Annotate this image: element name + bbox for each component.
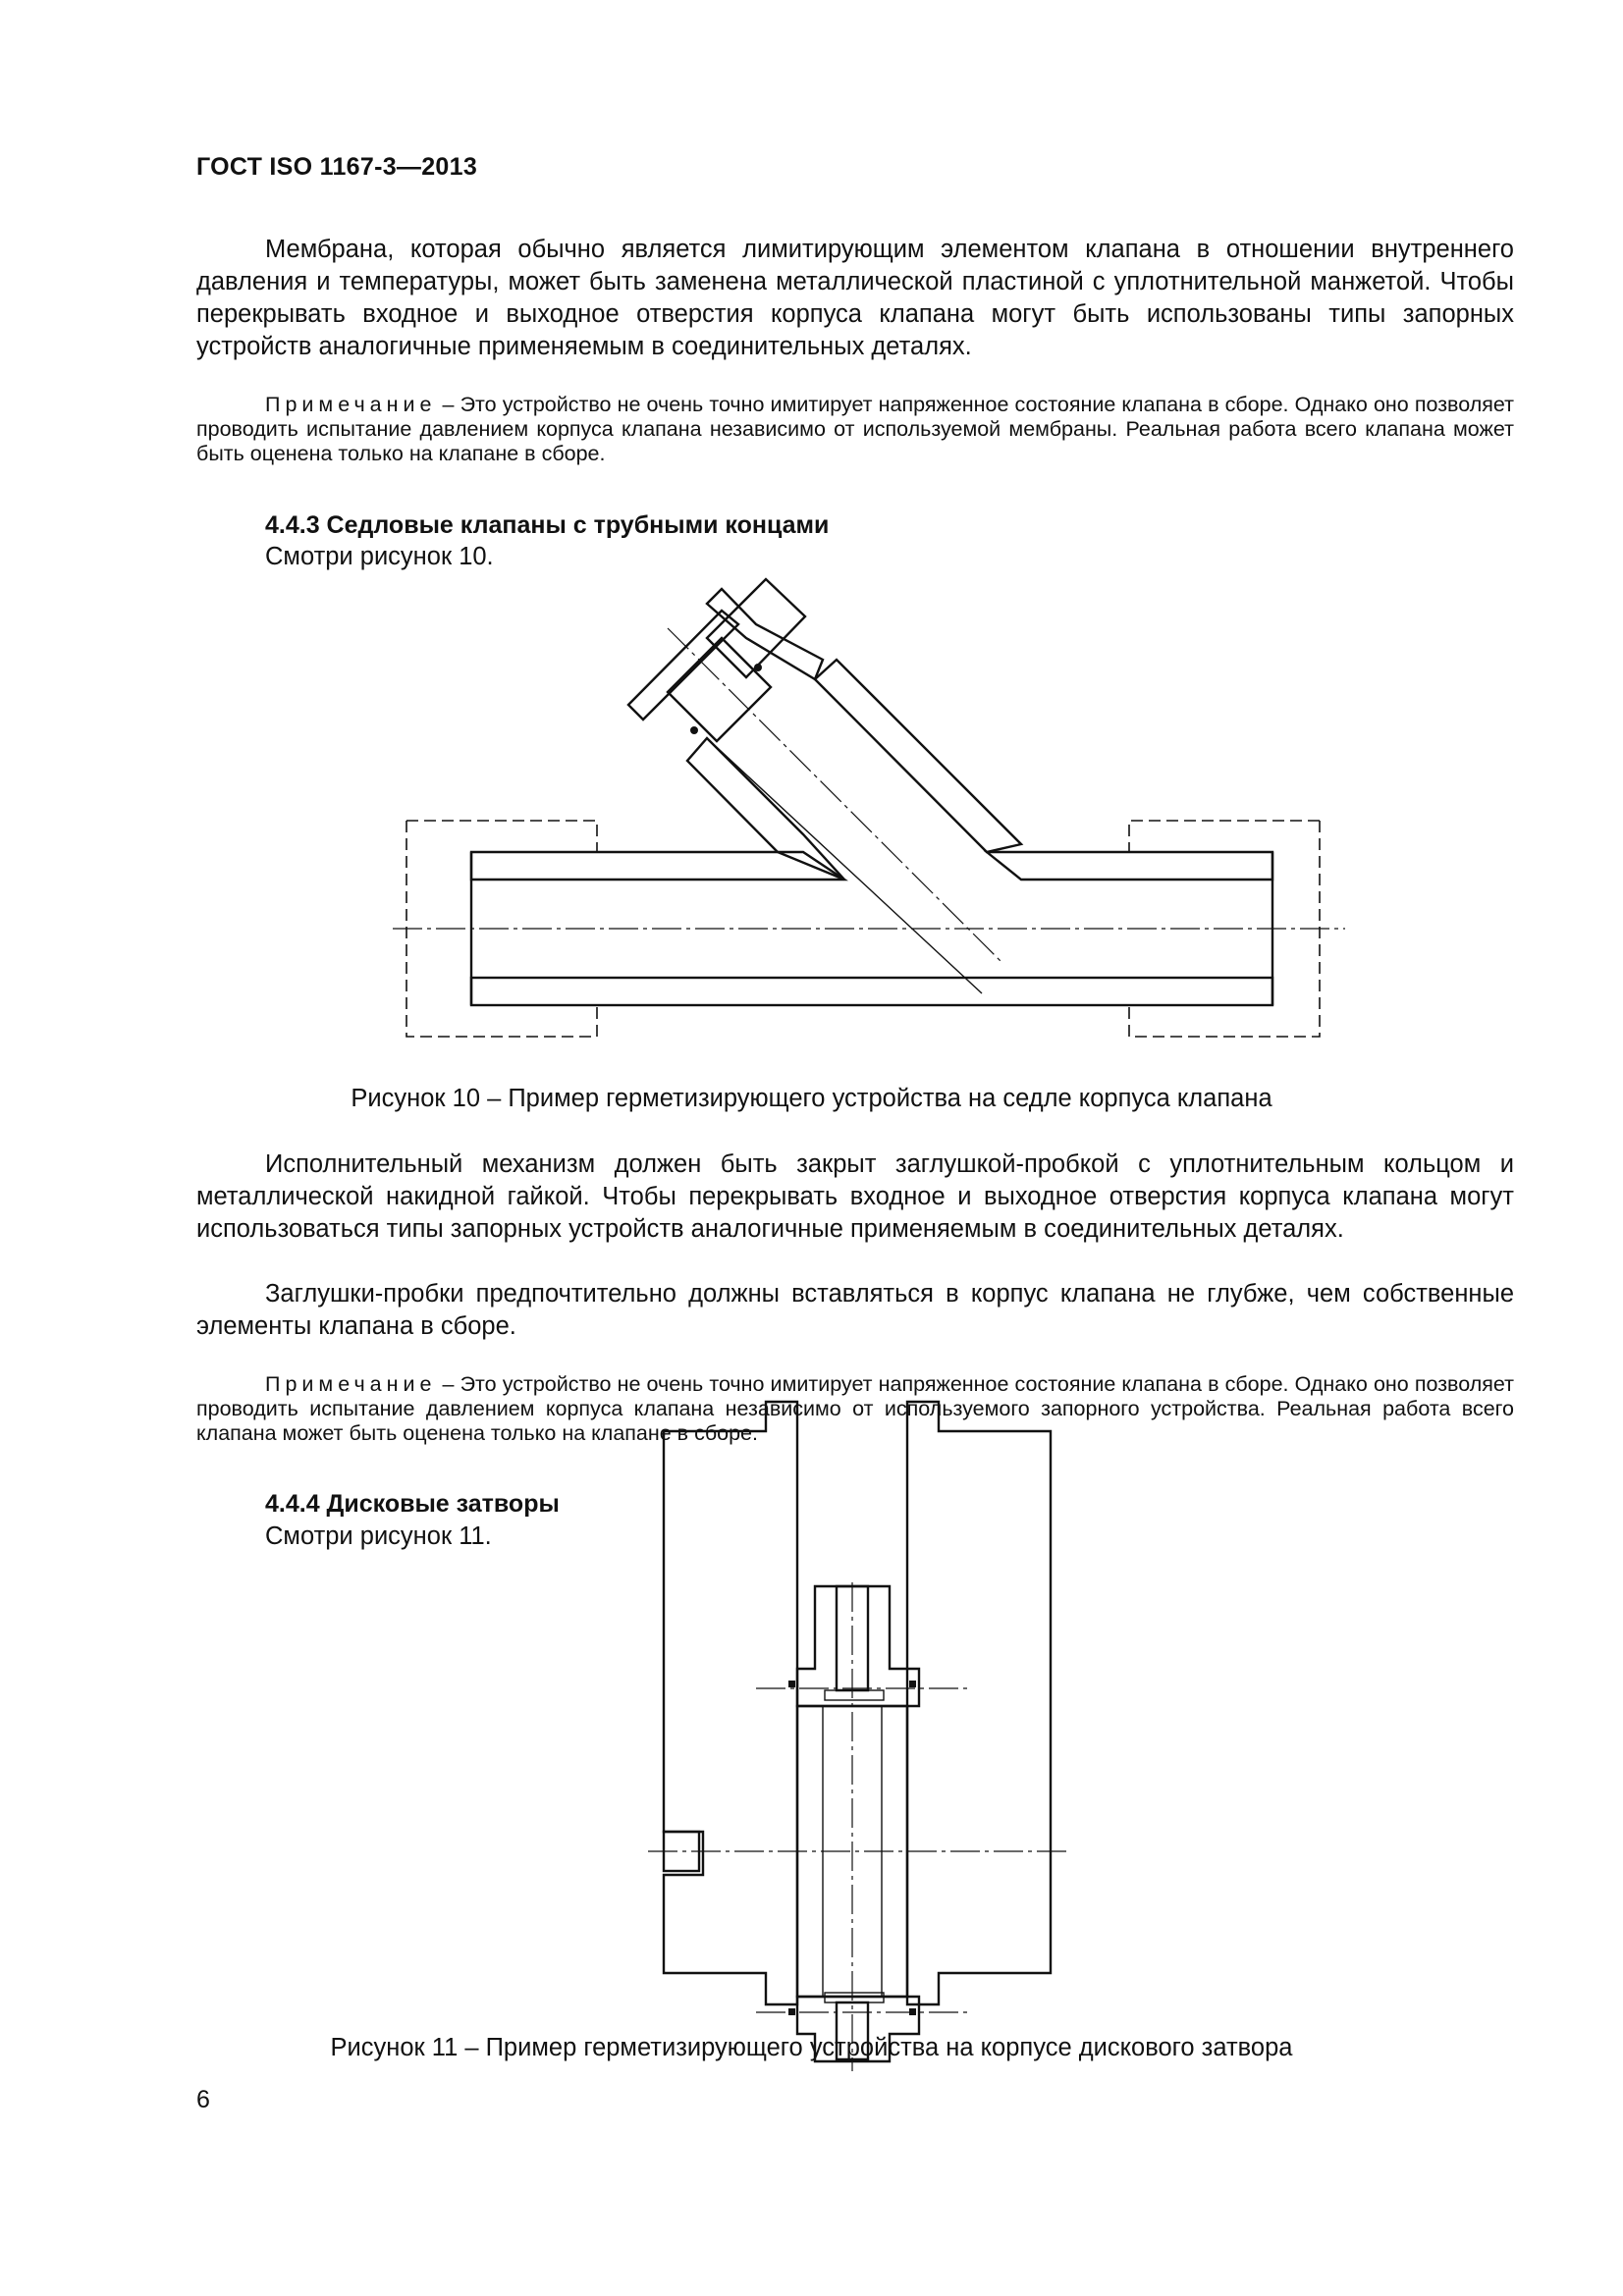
figure-11-caption: Рисунок 11 – Пример герметизирующего устройства на корпусе дискового затвора xyxy=(330,2034,1293,2061)
side-port xyxy=(664,1832,699,1871)
document-code: ГОСТ ISO 1167-3—2013 xyxy=(196,153,478,181)
branch-wall-left xyxy=(687,738,844,880)
right-end-cap-outline xyxy=(1129,821,1320,1037)
pipe-top-wall-left xyxy=(471,852,844,880)
paragraph-plugs: Заглушки-пробки предпочтительно должны вставляться в корпус клапана не глубже, чем собственные элементы клапана в сборе. xyxy=(196,1280,1514,1340)
top-shaft-housing xyxy=(797,1586,919,1706)
page-number: 6 xyxy=(196,2086,210,2113)
note-1 xyxy=(196,393,1514,466)
note-2-text: – Это устройство не очень точно имитирует напряженное состояние клапана в сборе. Однако оно позволяет проводить испытание давлением корпуса клапана независимо от используемого запорного устройства. Реальная работа всего клапана может быть оценена только на клапане в сборе. xyxy=(196,1372,1514,1445)
figure-10-caption: Рисунок 10 – Пример герметизирующего устройства на седле корпуса клапана xyxy=(351,1085,1272,1112)
paragraph-membrane: Мембрана, которая обычно является лимитирующим элементом клапана в отношении внутреннего давления и температуры, может быть заменена металлической пластиной с уплотнительной манжетой. Чтобы перекрывать входное и выходное отверстия корпуса клапана могут быть использованы типы запорных устройств аналогичные применяемым в соединительных деталях. xyxy=(196,236,1514,360)
see-figure-11: Смотри рисунок 11. xyxy=(265,1522,492,1550)
note-2 xyxy=(196,1372,1514,1446)
disc-body-left xyxy=(664,1402,797,2004)
top-shaft xyxy=(837,1586,868,1690)
pipe-bottom-wall xyxy=(471,978,1272,1005)
note-2-label: Примечание xyxy=(265,1372,437,1396)
disc-body-right xyxy=(907,1402,1051,2004)
nut-top xyxy=(707,589,823,679)
nut-left xyxy=(628,611,738,720)
branch-wall-right xyxy=(815,660,1021,852)
cap-body xyxy=(707,579,805,677)
see-figure-10: Смотри рисунок 10. xyxy=(265,543,494,570)
section-heading-4-4-4: 4.4.4 Дисковые затворы xyxy=(265,1490,560,1518)
note-1-text: – Это устройство не очень точно имитирует напряженное состояние клапана в сборе. Однако оно позволяет проводить испытание давлением корпуса клапана независимо от используемой мембраны. Реальная работа всего клапана может быть оценена только на клапане в сборе. xyxy=(196,393,1514,465)
pipe-top-wall-right xyxy=(987,852,1272,880)
disc-bore xyxy=(797,1706,907,1997)
plug xyxy=(668,638,771,741)
left-end-cap-outline xyxy=(406,821,597,1037)
section-heading-4-4-3: 4.4.3 Седловые клапаны с трубными концами xyxy=(265,511,830,539)
note-1-label: Примечание xyxy=(265,393,437,416)
paragraph-actuator: Исполнительный механизм должен быть закрыт заглушкой-пробкой с уплотнительным кольцом и металлической накидной гайкой. Чтобы перекрывать входное и выходное отверстия корпуса клапана могут использоваться типы запорных устройств аналогичные применяемым в соединительных деталях. xyxy=(196,1150,1514,1243)
